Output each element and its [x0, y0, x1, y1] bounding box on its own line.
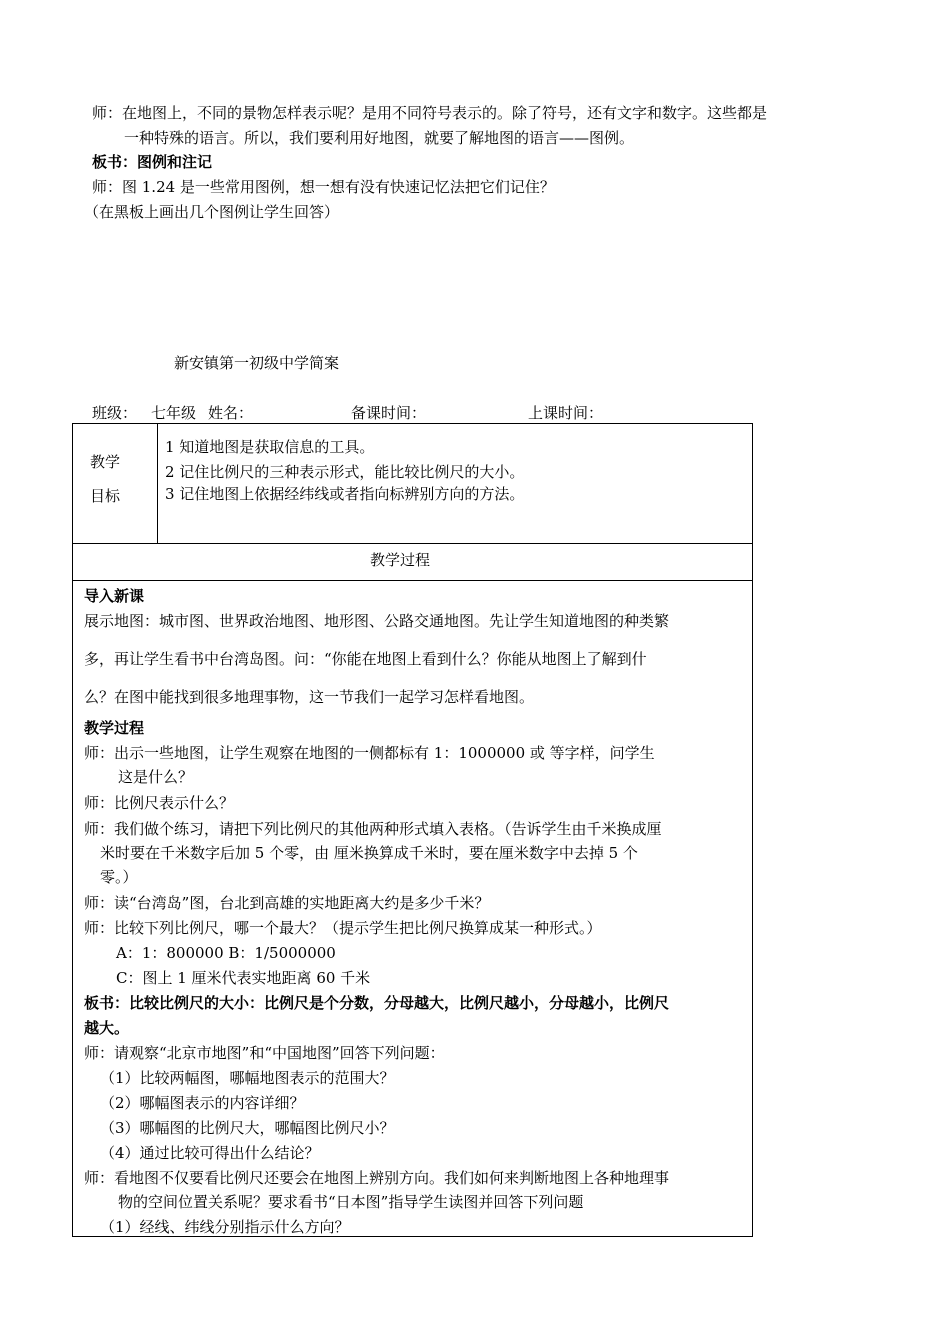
teacher-line: 师：请观察“北京市地图”和“中国地图”回答下列问题： [84, 1044, 445, 1062]
intro-text-2: 多，再让学生看书中台湾岛图。问：“你能在地图上看到什么？你能从地图上了解到什 [84, 650, 647, 668]
board-note-legend: 板书：图例和注记 [92, 153, 213, 171]
question-item: （1）经线、纬线分别指示什么方向？ [100, 1218, 350, 1236]
teacher-line-cont: 米时要在千米数字后加 5 个零，由 厘米换算成千米时，要在厘米数字中去掉 5 个 [100, 844, 638, 862]
teacher-line: 师：比较下列比例尺，哪一个最大？（提示学生把比例尺换算成某一种形式。） [84, 919, 602, 937]
blackboard-note: （在黑板上画出几个图例让学生回答） [84, 203, 340, 221]
row-divider-2 [72, 580, 753, 581]
teacher-line: 师：我们做个练习，请把下列比例尺的其他两种形式填入表格。（告诉学生由千米换成厘 [84, 820, 662, 838]
question-item: （4）通过比较可得出什么结论？ [100, 1144, 320, 1162]
teacher-line-figure: 师：图 1.24 是一些常用图例，想一想有没有快速记忆法把它们记住？ [92, 178, 555, 196]
board-note-scale-cont: 越大。 [84, 1019, 130, 1037]
teacher-line: 师：读“台湾岛”图，台北到高雄的实地距离大约是多少千米？ [84, 894, 490, 912]
teacher-line: 师：出示一些地图，让学生观察在地图的一侧都标有 1：1000000 或 等字样，问学生 [84, 744, 655, 762]
class-label: 班级： [92, 404, 138, 422]
process-heading: 教学过程 [84, 719, 145, 737]
board-note-scale: 板书：比较比例尺的大小：比例尺是个分数，分母越大，比例尺越小，分母越小，比例尺 [84, 994, 670, 1012]
intro-text-1: 展示地图：城市图、世界政治地图、地形图、公路交通地图。先让学生知道地图的种类繁 [84, 612, 670, 630]
class-value: 七年级 [151, 404, 197, 422]
option-ab: A：1：800000 B：1/5000000 [116, 944, 336, 962]
question-item: （1）比较两幅图，哪幅地图表示的范围大？ [100, 1069, 395, 1087]
objectives-divider [157, 423, 158, 543]
objective-item: 3 记住地图上依据经纬线或者指向标辨别方向的方法。 [165, 485, 525, 503]
teacher-line-cont: 这是什么？ [118, 768, 194, 786]
objective-item: 2 记住比例尺的三种表示形式，能比较比例尺的大小。 [165, 463, 525, 481]
process-section-title: 教学过程 [370, 551, 431, 569]
name-label: 姓名： [208, 404, 254, 422]
objectives-label-1: 教学 [90, 453, 121, 471]
teacher-line-cont: 物的空间位置关系呢？要求看书“日本图”指导学生读图并回答下列问题 [118, 1193, 584, 1211]
question-item: （3）哪幅图的比例尺大，哪幅图比例尺小？ [100, 1119, 395, 1137]
objective-item: 1 知道地图是获取信息的工具。 [165, 438, 375, 456]
teacher-line: 师：看地图不仅要看比例尺还要会在地图上辨别方向。我们如何来判断地图上各种地理事 [84, 1169, 670, 1187]
teacher-line-legend-intro-cont: 一种特殊的语言。所以，我们要利用好地图，就要了解地图的语言——图例。 [124, 129, 635, 147]
intro-text-3: 么？在图中能找到很多地理事物，这一节我们一起学习怎样看地图。 [84, 688, 535, 706]
school-title: 新安镇第一初级中学简案 [174, 354, 340, 372]
row-divider-1 [72, 543, 753, 544]
class-time-label: 上课时间： [528, 404, 604, 422]
teacher-line: 师：比例尺表示什么？ [84, 794, 235, 812]
intro-heading: 导入新课 [84, 587, 145, 605]
question-item: （2）哪幅图表示的内容详细？ [100, 1094, 305, 1112]
teacher-line-legend-intro: 师：在地图上，不同的景物怎样表示呢？是用不同符号表示的。除了符号，还有文字和数字。这些都是 [92, 104, 768, 122]
teacher-line-cont: 零。） [100, 868, 138, 886]
option-c: C：图上 1 厘米代表实地距离 60 千米 [116, 969, 371, 987]
objectives-label-2: 目标 [90, 487, 121, 505]
prep-time-label: 备课时间： [351, 404, 427, 422]
